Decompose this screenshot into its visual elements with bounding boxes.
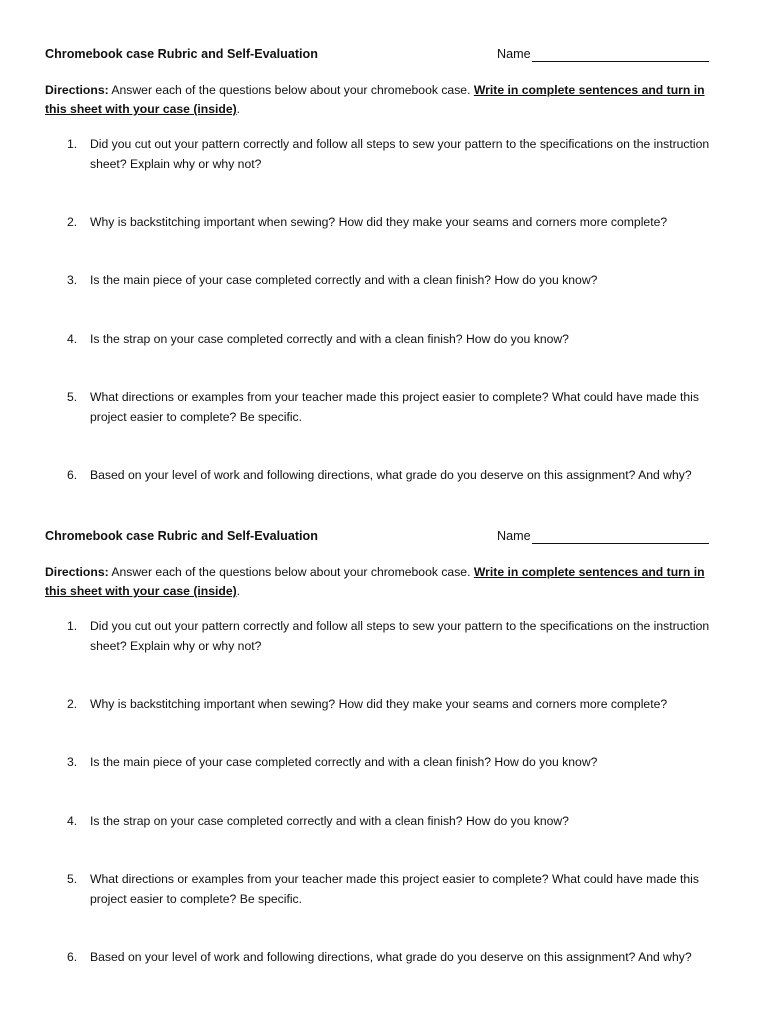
question-list [45, 134, 720, 485]
question-text: Did you cut out your pattern correctly and follow all steps to sew your pattern to the specifications on the instruction sheet? Explain why or why not? [90, 137, 710, 171]
question-number: 3. [67, 273, 78, 287]
question-number: 2. [67, 697, 78, 711]
question-text: Is the strap on your case completed correctly and with a clean finish? How do you know? [90, 814, 569, 828]
question-number: 5. [67, 872, 78, 886]
sheet-title: Chromebook case Rubric and Self-Evaluation [45, 47, 318, 61]
name-label: Name [497, 47, 531, 61]
evaluation-sheet-top [45, 47, 720, 485]
question-item [45, 387, 720, 427]
question-item [45, 270, 720, 290]
directions-label: Directions: [45, 83, 109, 97]
question-number: 5. [67, 390, 78, 404]
directions-text: Answer each of the questions below about your chromebook case. [108, 565, 474, 579]
sheet-header [45, 47, 720, 67]
question-number: 2. [67, 215, 78, 229]
question-text: Based on your level of work and following directions, what grade do you deserve on this assignment? And why? [90, 950, 692, 964]
question-number: 4. [67, 332, 78, 346]
question-number: 3. [67, 755, 78, 769]
question-item [45, 947, 720, 967]
directions [45, 81, 720, 119]
directions-emphasis: Write in complete sentences and turn in this sheet with your case (inside) [45, 83, 705, 116]
question-text: Is the main piece of your case completed correctly and with a clean finish? How do you know? [90, 273, 598, 287]
question-text: Did you cut out your pattern correctly and follow all steps to sew your pattern to the specifications on the instruction sheet? Explain why or why not? [90, 619, 710, 653]
question-number: 4. [67, 814, 78, 828]
question-list [45, 616, 720, 967]
question-item [45, 752, 720, 772]
question-text: Based on your level of work and following directions, what grade do you deserve on this assignment? And why? [90, 468, 692, 482]
sheet-title: Chromebook case Rubric and Self-Evaluation [45, 529, 318, 543]
question-item [45, 811, 720, 831]
directions-end: . [236, 584, 241, 598]
question-number: 1. [67, 619, 78, 633]
question-number: 6. [67, 468, 78, 482]
name-blank-line [532, 543, 709, 544]
directions [45, 563, 720, 601]
question-text: Why is backstitching important when sewing? How did they make your seams and corners more complete? [90, 215, 668, 229]
question-number: 1. [67, 137, 78, 151]
question-item [45, 212, 720, 232]
directions-text: Answer each of the questions below about your chromebook case. [108, 83, 474, 97]
question-item [45, 465, 720, 485]
question-text: What directions or examples from your teacher made this project easier to complete? What could have made this project easier to complete? Be specific. [90, 872, 699, 906]
question-text: Why is backstitching important when sewing? How did they make your seams and corners more complete? [90, 697, 668, 711]
directions-label: Directions: [45, 565, 109, 579]
question-item [45, 616, 720, 656]
question-text: Is the strap on your case completed correctly and with a clean finish? How do you know? [90, 332, 569, 346]
question-text: Is the main piece of your case completed correctly and with a clean finish? How do you know? [90, 755, 598, 769]
question-item [45, 694, 720, 714]
name-label: Name [497, 529, 531, 543]
name-blank-line [532, 61, 709, 62]
directions-end: . [236, 102, 241, 116]
sheet-header [45, 529, 720, 549]
question-item [45, 869, 720, 909]
question-item [45, 329, 720, 349]
question-text: What directions or examples from your teacher made this project easier to complete? What could have made this project easier to complete? Be specific. [90, 390, 699, 424]
question-number: 6. [67, 950, 78, 964]
question-item [45, 134, 720, 174]
directions-emphasis: Write in complete sentences and turn in this sheet with your case (inside) [45, 565, 705, 598]
evaluation-sheet-bottom [45, 529, 720, 967]
